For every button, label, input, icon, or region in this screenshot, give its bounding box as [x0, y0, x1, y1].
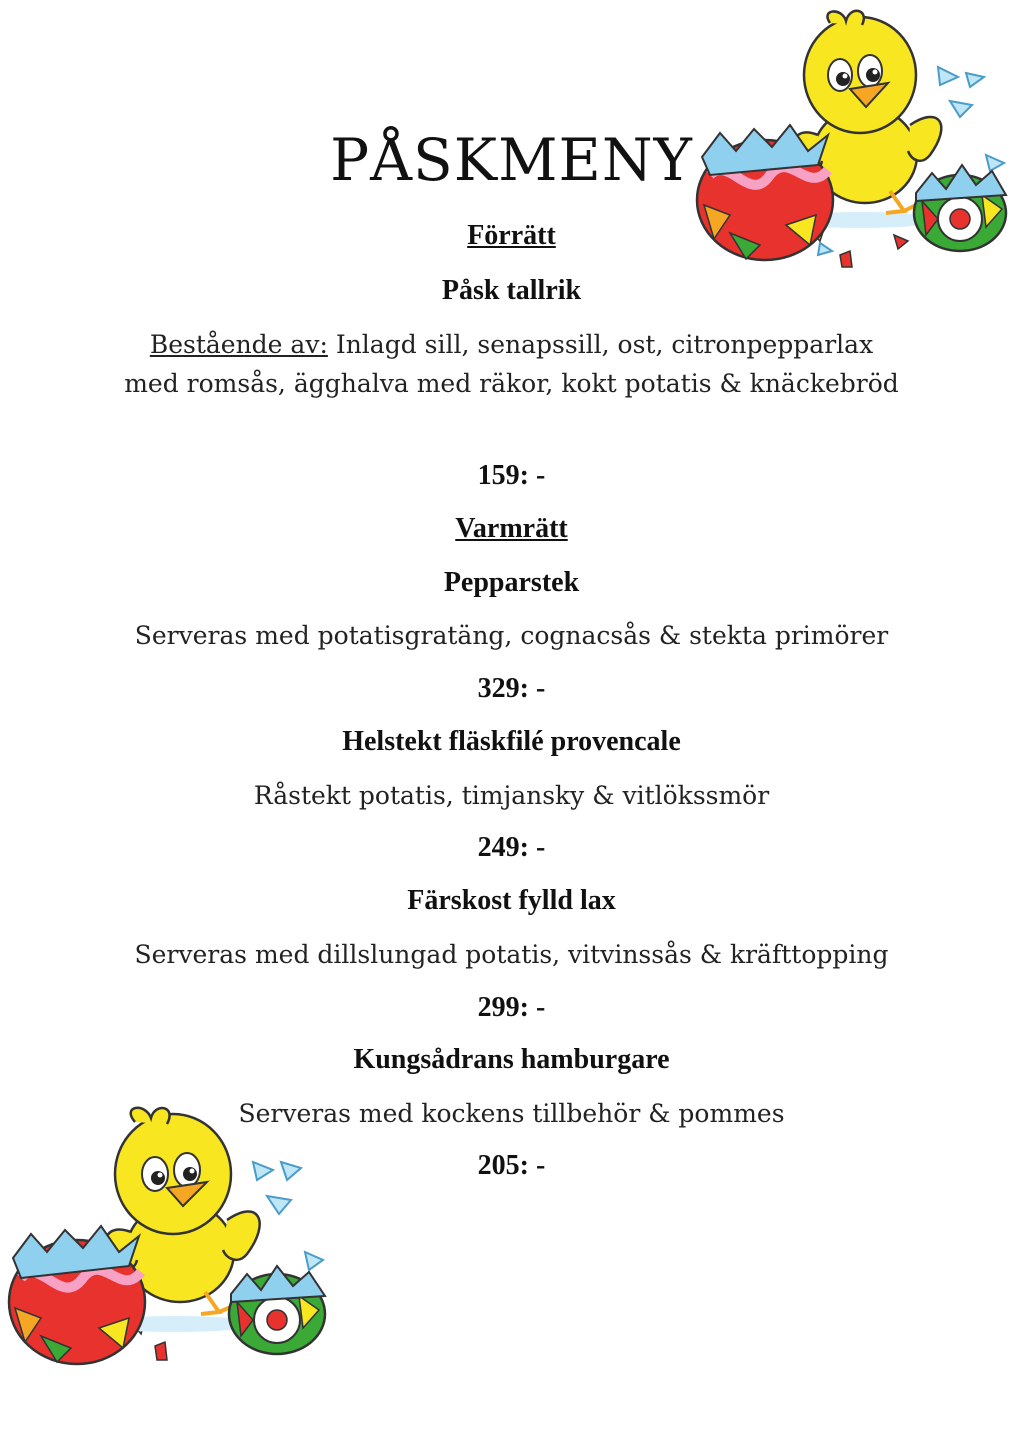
- chick-tuft: [827, 11, 863, 25]
- dish-price: 299: -: [477, 992, 546, 1023]
- easter-egg-right: [229, 1266, 325, 1354]
- dish-name: Färskost fylld lax: [407, 885, 616, 916]
- dish-name: Helstekt fläskfilé provencale: [342, 726, 681, 757]
- easter-chick-illustration-bottom: [5, 1102, 335, 1372]
- shell-fragment: [938, 67, 958, 85]
- shell-fragment: [305, 1252, 323, 1270]
- menu-title: PÅSKMENY: [330, 126, 693, 194]
- dish-description: Råstekt potatis, timjansky & vitlökssmör: [253, 781, 770, 810]
- dish-price: 249: -: [477, 832, 546, 863]
- shell-fragment: [950, 101, 972, 117]
- dish-name: Påsk tallrik: [441, 275, 582, 306]
- dish-description: Serveras med dillslungad potatis, vitvinssås & kräfttopping: [134, 940, 889, 969]
- dish-name: Pepparstek: [443, 567, 580, 598]
- section-heading-main: Varmrätt: [455, 513, 568, 544]
- dish-description: [120, 325, 903, 403]
- shell-fragment: [267, 1196, 291, 1214]
- dish-price: 159: -: [477, 460, 546, 491]
- dish-price: 329: -: [477, 673, 546, 704]
- dish-name: Kungsådrans hamburgare: [353, 1044, 670, 1075]
- dish-description: Serveras med kockens tillbehör & pommes: [238, 1099, 785, 1128]
- chick-wing: [223, 1211, 260, 1259]
- description-text: Inlagd sill, senapssill, ost, citronpepparlax med romsås, ägghalva med räkor, kokt potatis & knäckebröd: [124, 330, 899, 398]
- shell-fragment: [155, 1342, 167, 1360]
- dish-description: Serveras med potatisgratäng, cognacsås & stekta primörer: [134, 621, 889, 650]
- dish-price: 205: -: [477, 1150, 546, 1181]
- description-label: Bestående av:: [149, 330, 328, 359]
- easter-egg-left: [9, 1226, 145, 1364]
- shell-fragment: [966, 73, 984, 87]
- section-heading-starter: Förrätt: [467, 220, 556, 251]
